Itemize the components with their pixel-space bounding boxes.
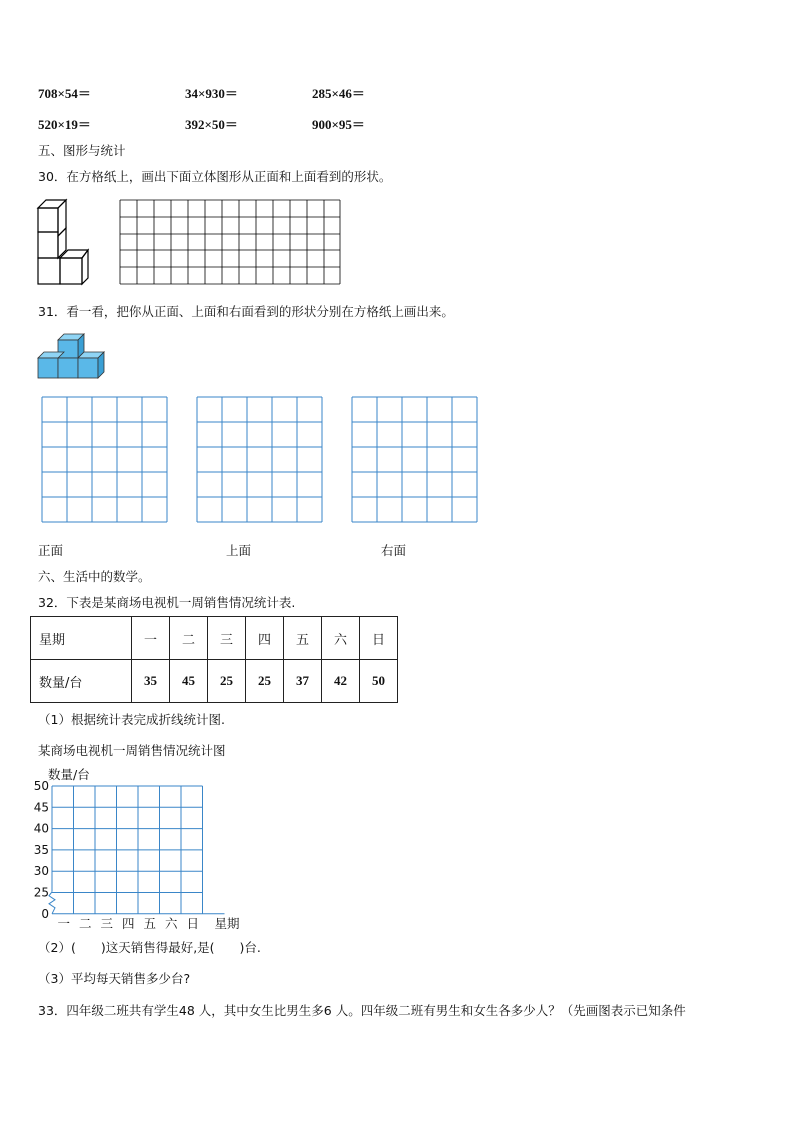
y-tick-label: 30: [33, 864, 49, 879]
x-tick-label: 一: [57, 915, 71, 931]
question-32: 32．下表是某商场电视机一周销售情况统计表.: [38, 595, 296, 610]
table-day: 五: [284, 617, 322, 660]
table-value: 25: [246, 660, 284, 703]
table-value: 45: [170, 660, 208, 703]
y-tick-label: 25: [33, 885, 49, 900]
table-value: 37: [284, 660, 322, 703]
x-tick-label: 日: [186, 915, 200, 931]
table-header-label: 星期: [31, 617, 132, 660]
section-six-heading: 六、生活中的数学。: [38, 569, 151, 584]
x-tick-label: 六: [164, 915, 178, 931]
label-top-view: 上面: [226, 543, 252, 558]
y-tick-label: 35: [33, 842, 49, 857]
label-front-view: 正面: [38, 543, 64, 558]
axis-break: [49, 892, 55, 914]
y-tick-label: 50: [33, 779, 49, 793]
x-tick-label: 五: [143, 915, 157, 931]
table-value: 35: [132, 660, 170, 703]
table-day: 三: [208, 617, 246, 660]
calc-285x46: 285×46＝: [312, 86, 365, 101]
question-32-3: （3）平均每天销售多少台?: [38, 971, 191, 986]
question-32-2: （2）( )这天销售得最好,是( )台.: [38, 940, 261, 955]
y-tick-label: 40: [33, 821, 49, 836]
label-right-view: 右面: [381, 543, 407, 558]
table-row-label: 数量/台: [31, 660, 132, 703]
question-33: 33．四年级二班共有学生48 人，其中女生比男生多6 人。四年级二班有男生和女生各多少人？（先画图表示已知条件: [38, 1003, 686, 1018]
x-axis-label: 星期: [214, 915, 240, 931]
calc-520x19: 520×19＝: [38, 117, 91, 132]
chart-title: 某商场电视机一周销售情况统计图: [38, 743, 226, 758]
calc-900x95: 900×95＝: [312, 117, 365, 132]
table-day: 四: [246, 617, 284, 660]
x-tick-label: 三: [100, 915, 114, 931]
y-tick-label: 45: [33, 800, 49, 815]
calc-392x50: 392×50＝: [185, 117, 238, 132]
table-day: 六: [322, 617, 360, 660]
table-value: 25: [208, 660, 246, 703]
question-31: 31．看一看，把你从正面、上面和右面看到的形状分别在方格纸上画出来。: [38, 304, 454, 319]
calc-34x930: 34×930＝: [185, 86, 238, 101]
table-day: 日: [360, 617, 398, 660]
question-30: 30．在方格纸上，画出下面立体图形从正面和上面看到的形状。: [38, 169, 392, 184]
x-tick-label: 二: [78, 915, 92, 931]
calc-708x54: 708×54＝: [38, 86, 91, 101]
table-value: 50: [360, 660, 398, 703]
question-32-1: （1）根据统计表完成折线统计图.: [38, 712, 225, 727]
table-day: 二: [170, 617, 208, 660]
chart-ylabel: 数量/台: [48, 767, 90, 782]
x-tick-label: 四: [121, 915, 135, 931]
table-day: 一: [132, 617, 170, 660]
table-value: 42: [322, 660, 360, 703]
y-tick-label: 0: [41, 906, 49, 921]
section-five-heading: 五、图形与统计: [38, 143, 126, 158]
